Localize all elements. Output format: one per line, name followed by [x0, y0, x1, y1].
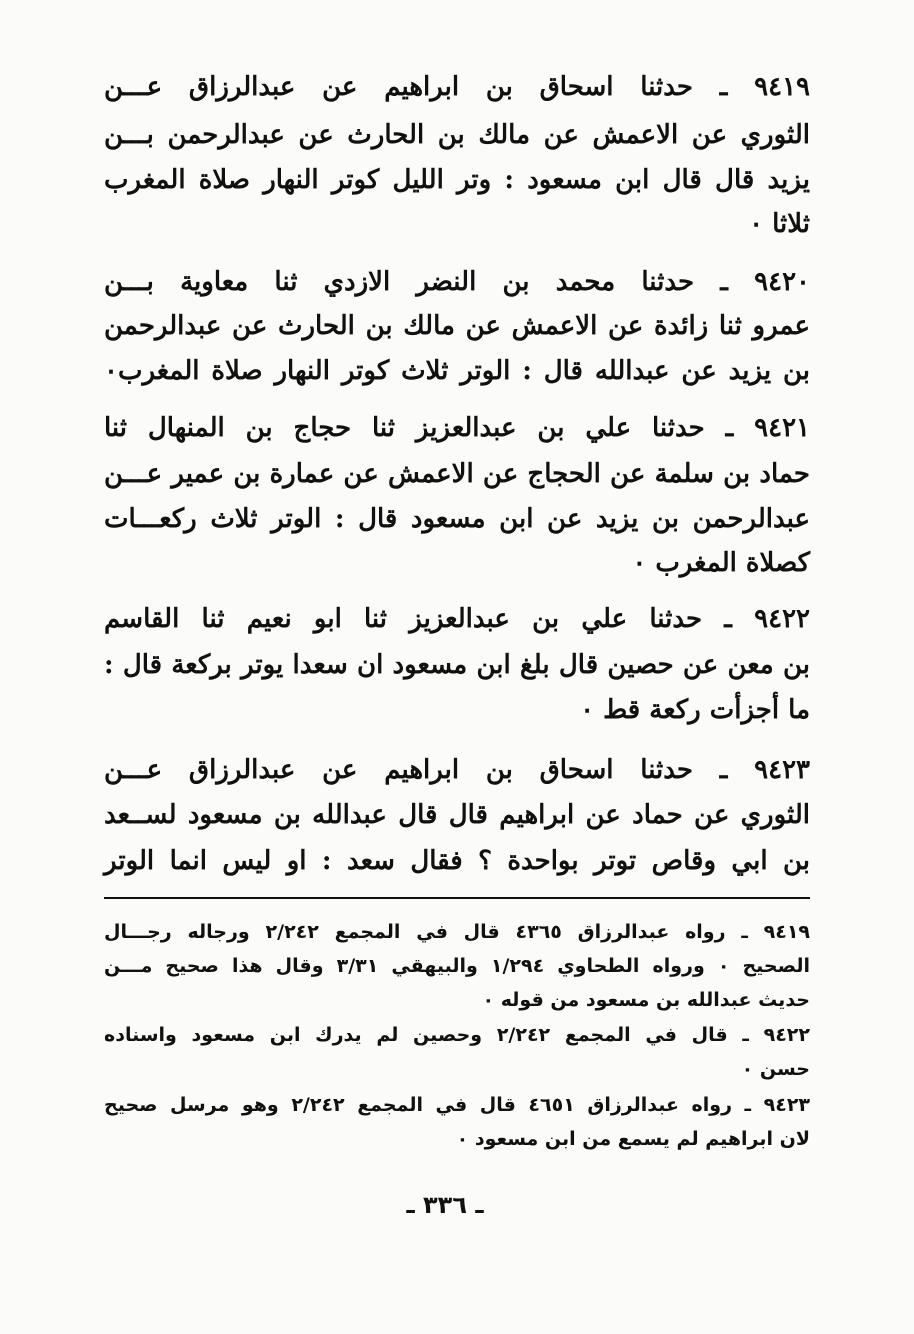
hadith-9420-line-2: عمرو ثنا زائدة عن الاعمش عن مالك بن الحارث عن عبدالرحمن [104, 311, 810, 341]
hadith-9421-line-4: كصلاة المغرب ٠ [632, 548, 810, 578]
hadith-9421-line-2: حماد بن سلمة عن الحجاج عن الاعمش عن عمارة بن عمير عـــن [104, 459, 810, 489]
page-number: ـ ٣٣٦ ـ [406, 1191, 484, 1219]
hadith-9423-line-3: بن ابي وقاص توتر بواحدة ؟ فقال سعد : او ليس انما الوتر [104, 846, 810, 876]
footnote-9423-line-2: لان ابراهيم لم يسمع من ابن مسعود ٠ [456, 1128, 810, 1150]
footnote-9419-line-2: الصحيح ٠ ورواه الطحاوي ١/٢٩٤ والبيهقي ٣/٣١ وقال هذا صحيح مـــن [104, 955, 810, 977]
footnote-9419-line-1: ٩٤١٩ ـ رواه عبدالرزاق ٤٣٦٥ قال في المجمع ٢/٢٤٢ ورجاله رجـــال [104, 921, 811, 943]
footnote-9422-line-2: حسن ٠ [741, 1058, 810, 1080]
hadith-9421-line-3: عبدالرحمن بن يزيد عن ابن مسعود قال : الوتر ثلاث ركعـــات [104, 504, 810, 534]
hadith-9419-line-4: ثلاثا ٠ [749, 209, 810, 239]
hadith-9419-line-2: الثوري عن الاعمش عن مالك بن الحارث عن عبدالرحمن بـــن [104, 120, 810, 150]
footnote-9423-line-1: ٩٤٢٣ ـ رواه عبدالرزاق ٤٦٥١ قال في المجمع ٢/٢٤٢ وهو مرسل صحيح [104, 1094, 811, 1116]
hadith-9423-line-1: ٩٤٢٣ ـ حدثنا اسحاق بن ابراهيم عن عبدالرزاق عـــن [104, 755, 810, 785]
hadith-9419-line-1: ٩٤١٩ ـ حدثنا اسحاق بن ابراهيم عن عبدالرزاق عـــن [104, 72, 810, 102]
hadith-9422-line-3: ما أجزأت ركعة قط ٠ [580, 695, 810, 725]
hadith-9420-line-1: ٩٤٢٠ ـ حدثنا محمد بن النضر الازدي ثنا معاوية بـــن [104, 267, 810, 297]
footnote-9422-line-1: ٩٤٢٢ ـ قال في المجمع ٢/٢٤٢ وحصين لم يدرك ابن مسعود واسناده [104, 1024, 810, 1046]
hadith-9420-line-3: بن يزيد عن عبدالله قال : الوتر ثلاث كوتر النهار صلاة المغرب٠ [104, 356, 810, 386]
footnote-9419-line-3: حديث عبدالله بن مسعود من قوله ٠ [482, 989, 810, 1011]
hadith-9422-line-1: ٩٤٢٢ ـ حدثنا علي بن عبدالعزيز ثنا ابو نعيم ثنا القاسم [104, 604, 810, 634]
hadith-9423-line-2: الثوري عن حماد عن ابراهيم قال قال عبدالله بن مسعود لســعد [104, 800, 810, 830]
footnote-separator [104, 897, 810, 899]
hadith-9422-line-2: بن معن عن حصين قال بلغ ابن مسعود ان سعدا يوتر بركعة قال : [104, 650, 810, 680]
hadith-9421-line-1: ٩٤٢١ ـ حدثنا علي بن عبدالعزيز ثنا حجاج بن المنهال ثنا [104, 413, 810, 443]
hadith-9419-line-3: يزيد قال قال ابن مسعود : وتر الليل كوتر النهار صلاة المغرب [104, 165, 810, 195]
